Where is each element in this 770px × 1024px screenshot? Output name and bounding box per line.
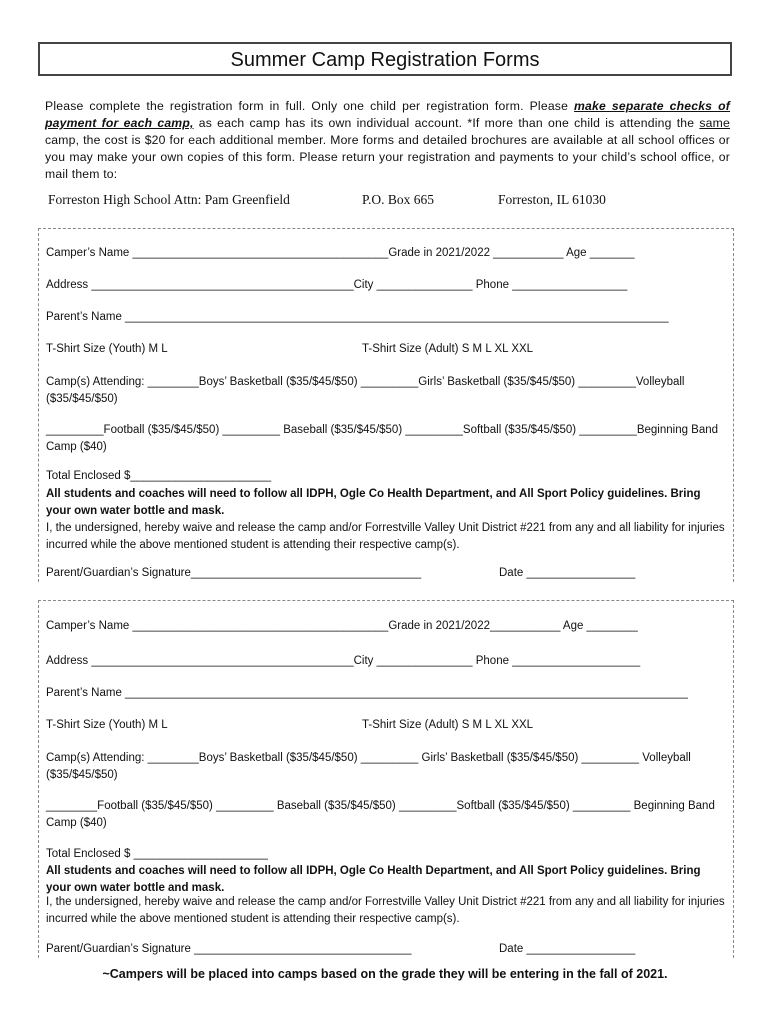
mailing-po-box: P.O. Box 665 <box>362 192 435 207</box>
page-title: Summer Camp Registration Forms <box>38 42 732 76</box>
policy-notice: All students and coaches will need to follow all IDPH, Ogle Co Health Department, and All Sport Policy guidelines. Bring your own water bottle and mask. <box>46 488 701 517</box>
camper-name-field[interactable]: Camper’s Name ________________________________________Grade in 2021/2022 ___________ Age _______ <box>46 247 635 259</box>
date-field[interactable]: Date _________________ <box>499 943 636 955</box>
total-enclosed-field[interactable]: Total Enclosed $ _____________________ <box>46 848 268 860</box>
parent-name-field[interactable]: Parent’s Name ________________________________________________________________________________________ <box>46 687 688 699</box>
tshirt-adult-field[interactable]: T-Shirt Size (Adult) S M L XL XXL <box>362 343 534 355</box>
tshirt-youth-field[interactable]: T-Shirt Size (Youth) M L <box>46 719 168 731</box>
mailing-city: Forreston, IL 61030 <box>498 192 606 207</box>
camps-attending-line1[interactable]: Camp(s) Attending: ________Boys’ Basketball ($35/$45/$50) _________ Girls’ Basketball ($35/$45/$50) _________ Volleyball ($35/$45/$50) <box>46 752 691 781</box>
instructions-paragraph <box>45 98 730 183</box>
tshirt-adult-field[interactable]: T-Shirt Size (Adult) S M L XL XXL <box>362 719 534 731</box>
policy-notice: All students and coaches will need to follow all IDPH, Ogle Co Health Department, and All Sport Policy guidelines. Bring your own water bottle and mask. <box>46 865 701 894</box>
tshirt-youth-field[interactable]: T-Shirt Size (Youth) M L <box>46 343 168 355</box>
intro-part3: camp, the cost is $20 for each additional member. More forms and detailed brochures are available at all school offices or you may make your own copies of this form. Please return your registration and payments to your child’s school office, or mail them to: <box>45 133 730 181</box>
signature-field[interactable]: Parent/Guardian’s Signature __________________________________ <box>46 943 412 955</box>
waiver-text: I, the undersigned, hereby waive and release the camp and/or Forrestville Valley Unit District #221 from any and all liability for injuries incurred while the above mentioned student is attending their respective camp(s). <box>46 522 725 551</box>
signature-field[interactable]: Parent/Guardian’s Signature____________________________________ <box>46 567 422 579</box>
intro-same: same <box>699 116 730 130</box>
camps-attending-line1[interactable]: Camp(s) Attending: ________Boys’ Basketball ($35/$45/$50) _________Girls’ Basketball ($35/$45/$50) _________Volleyball ($35/$45/$50) <box>46 376 685 405</box>
camps-attending-line2[interactable]: ________Football ($35/$45/$50) _________ Baseball ($35/$45/$50) _________Softball ($35/$45/$50) _________ Beginning Band Camp ($40) <box>46 800 715 829</box>
camper-name-field[interactable]: Camper’s Name ________________________________________Grade in 2021/2022___________ Age ________ <box>46 620 638 632</box>
address-field[interactable]: Address _________________________________________City _______________ Phone __________________ <box>46 279 628 291</box>
intro-emphasis: make separate checks of payment for each camp, <box>45 99 731 130</box>
intro-part1: Please complete the registration form in full. Only one child per registration form. Please <box>45 99 575 113</box>
parent-name-field[interactable]: Parent’s Name _____________________________________________________________________________________ <box>46 311 669 323</box>
intro-part2: as each camp has its own individual account. *If more than one child is attending the <box>193 116 700 130</box>
address-field[interactable]: Address _________________________________________City _______________ Phone ____________________ <box>46 655 641 667</box>
date-field[interactable]: Date _________________ <box>499 567 636 579</box>
total-enclosed-field[interactable]: Total Enclosed $______________________ <box>46 470 272 482</box>
registration-form-1 <box>38 228 734 582</box>
grade-placement-note: ~Campers will be placed into camps based on the grade they will be entering in the fall of 2021. <box>102 967 668 981</box>
mailing-recipient: Forreston High School Attn: Pam Greenfield <box>48 192 290 207</box>
waiver-text: I, the undersigned, hereby waive and release the camp and/or Forrestville Valley Unit District #221 from any and all liability for injuries incurred while the above mentioned student is attending their respective camp(s). <box>46 896 725 925</box>
camps-attending-line2[interactable]: _________Football ($35/$45/$50) _________ Baseball ($35/$45/$50) _________Softball ($35/$45/$50) _________Beginning Band Camp ($40) <box>46 424 719 453</box>
registration-form-2 <box>38 600 734 958</box>
